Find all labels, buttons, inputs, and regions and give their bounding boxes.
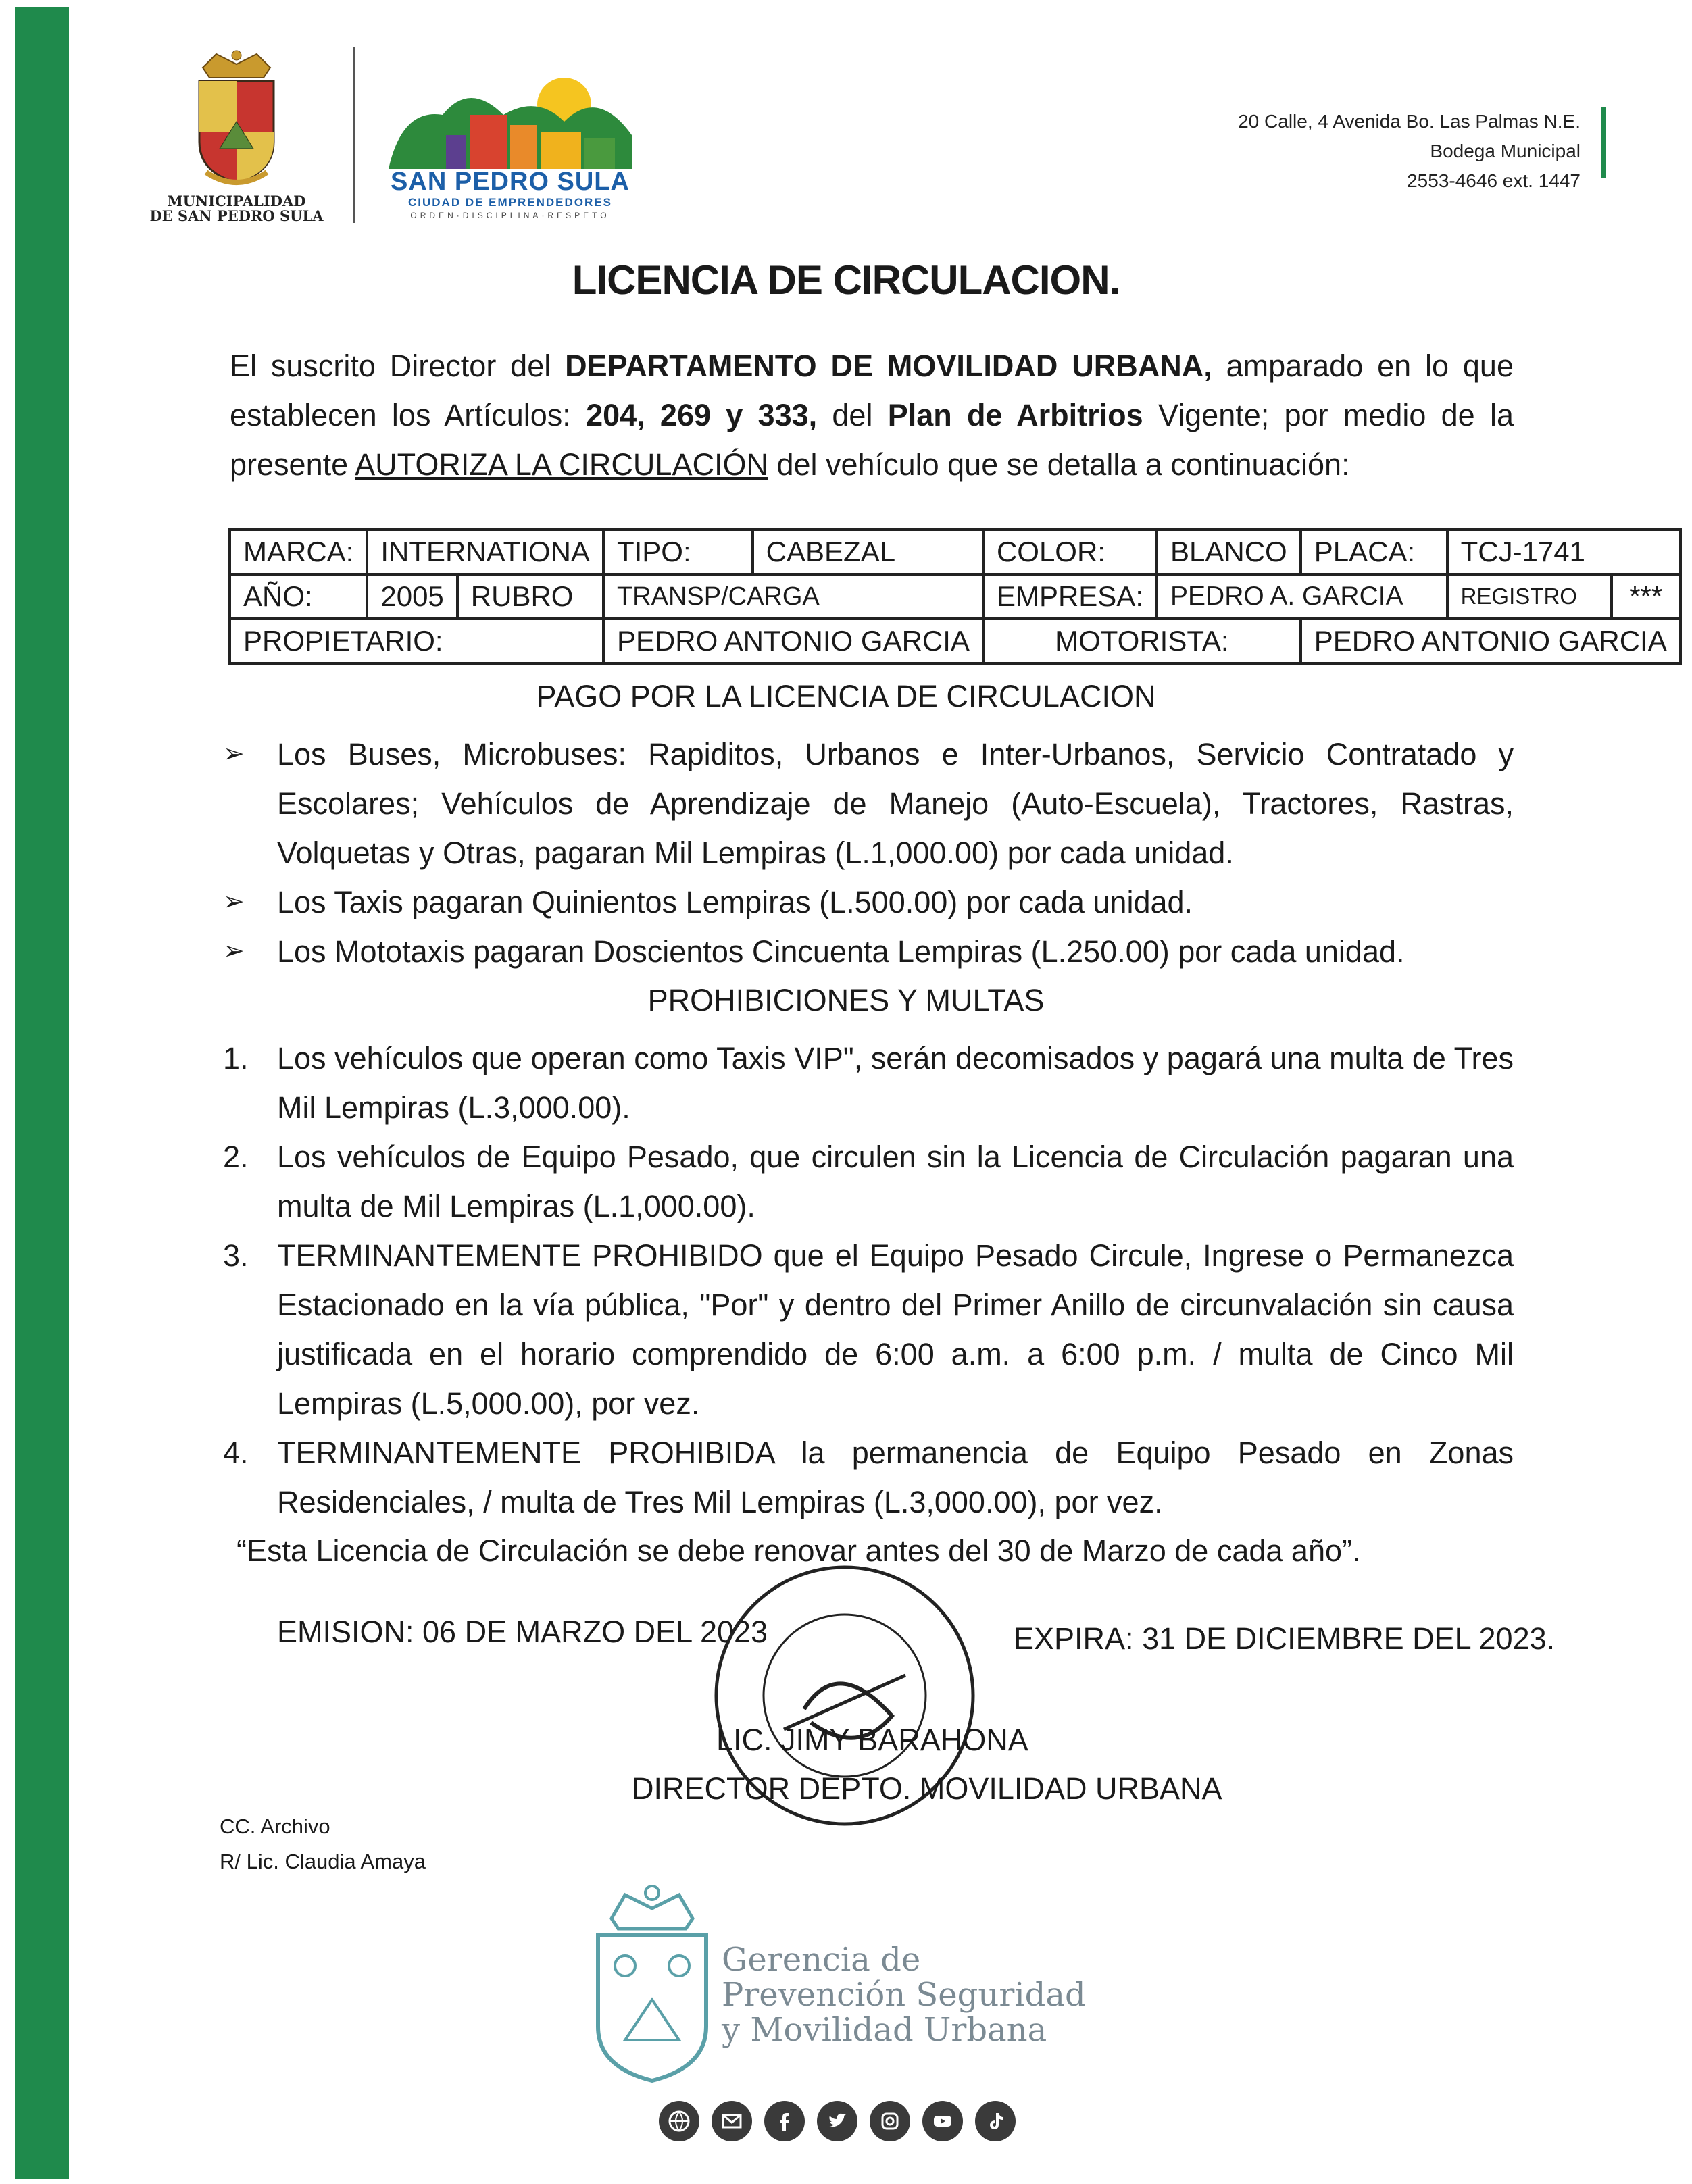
plan-arbitrios: Plan de Arbitrios bbox=[887, 398, 1143, 432]
marca-value: INTERNATIONA bbox=[367, 530, 603, 574]
table-row bbox=[230, 530, 1681, 574]
item-number: 2. bbox=[223, 1140, 249, 1174]
empresa-label: EMPRESA: bbox=[983, 574, 1157, 619]
intro-text: del vehículo que se detalla a continuación: bbox=[768, 447, 1350, 482]
arrow-bullet-icon: ➢ bbox=[223, 937, 245, 965]
item-number: 1. bbox=[223, 1041, 249, 1075]
pago-item-text: Los Mototaxis pagaran Doscientos Cincuenta Lempiras (L.250.00) por cada unidad. bbox=[277, 934, 1405, 969]
instagram-icon[interactable] bbox=[870, 2101, 910, 2141]
prohibiciones-heading: PROHIBICIONES Y MULTAS bbox=[647, 983, 1045, 1017]
anio-label: AÑO: bbox=[230, 574, 367, 619]
arrow-bullet-icon: ➢ bbox=[223, 888, 245, 916]
authorization-text: AUTORIZA LA CIRCULACIÓN bbox=[355, 447, 768, 482]
header-divider bbox=[353, 47, 355, 223]
prohibicion-text: TERMINANTEMENTE PROHIBIDA la permanencia de Equipo Pesado en Zonas Residenciales, / multa de Tres Mil Lempiras (L.3,000.00), por vez. bbox=[277, 1436, 1514, 1519]
muni-name-line2: DE SAN PEDRO SULA bbox=[149, 207, 324, 224]
left-green-border bbox=[15, 7, 69, 2179]
document-title: LICENCIA DE CIRCULACION. bbox=[572, 257, 1120, 303]
cc-block bbox=[220, 1809, 426, 1879]
address-line2: Bodega Municipal bbox=[1430, 141, 1581, 161]
city-motto: ORDEN·DISCIPLINA·RESPETO bbox=[410, 211, 610, 220]
municipality-name bbox=[142, 194, 331, 224]
signer-title: DIRECTOR DEPTO. MOVILIDAD URBANA bbox=[632, 1771, 1222, 1806]
city-subtitle: CIUDAD DE EMPRENDEDORES bbox=[408, 196, 612, 209]
prohibicion-text: TERMINANTEMENTE PROHIBIDO que el Equipo Pesado Circule, Ingrese o Permanezca Estacionado en la vía pública, "Por" y dentro del Primer Anillo de circunvalación sin causa justificada en el horario comprendido de 6:00 a.m. a 6:00 p.m. / multa de Cinco Mil Lempiras (L.5,000.00), por vez. bbox=[277, 1238, 1514, 1421]
cc-line1: CC. Archivo bbox=[220, 1814, 330, 1838]
marca-label: MARCA: bbox=[230, 530, 367, 574]
placa-value: TCJ-1741 bbox=[1447, 530, 1681, 574]
renewal-notice: “Esta Licencia de Circulación se debe renovar antes del 30 de Marzo de cada año”. bbox=[237, 1533, 1361, 1568]
municipality-crest-icon bbox=[182, 47, 291, 193]
tiktok-icon[interactable] bbox=[975, 2101, 1016, 2141]
youtube-icon[interactable] bbox=[922, 2101, 963, 2141]
intro-text: del bbox=[817, 398, 888, 432]
list-item bbox=[223, 1428, 1514, 1527]
signer-name: LIC. JIMY BARAHONA bbox=[716, 1723, 1028, 1757]
city-title: SAN PEDRO SULA bbox=[391, 168, 630, 196]
prohibicion-text: Los vehículos que operan como Taxis VIP", serán decomisados y pagará una multa de Tres Mil Lempiras (L.3,000.00). bbox=[277, 1041, 1514, 1125]
vehicle-table bbox=[228, 528, 1682, 665]
rubro-label: RUBRO bbox=[470, 580, 574, 612]
anio-value bbox=[367, 574, 603, 619]
address-line3: 2553-4646 ext. 1447 bbox=[1407, 170, 1581, 191]
address-line1: 20 Calle, 4 Avenida Bo. Las Palmas N.E. bbox=[1238, 111, 1581, 132]
list-item bbox=[223, 1231, 1514, 1428]
muni-name-line1: MUNICIPALIDAD bbox=[167, 193, 306, 209]
prohibiciones-list bbox=[223, 1034, 1514, 1527]
social-icons bbox=[659, 2101, 1016, 2141]
anio-value-text: 2005 bbox=[368, 576, 458, 617]
prohibicion-text: Los vehículos de Equipo Pesado, que circulen sin la Licencia de Circulación pagaran una multa de Mil Lempiras (L.1,000.00). bbox=[277, 1140, 1514, 1223]
color-value: BLANCO bbox=[1157, 530, 1301, 574]
item-number: 3. bbox=[223, 1238, 249, 1273]
list-item bbox=[223, 730, 1514, 878]
intro-paragraph bbox=[230, 341, 1514, 489]
email-icon[interactable] bbox=[712, 2101, 752, 2141]
cc-line2: R/ Lic. Claudia Amaya bbox=[220, 1850, 426, 1873]
item-number: 4. bbox=[223, 1436, 249, 1470]
motorista-value: PEDRO ANTONIO GARCIA bbox=[1301, 619, 1681, 663]
list-item bbox=[223, 1132, 1514, 1231]
list-item bbox=[223, 927, 1514, 976]
twitter-icon[interactable] bbox=[817, 2101, 857, 2141]
empresa-value: PEDRO A. GARCIA bbox=[1157, 574, 1447, 619]
list-item bbox=[223, 878, 1514, 927]
gerencia-name bbox=[722, 1942, 1086, 2048]
rubro-value: TRANSP/CARGA bbox=[603, 574, 983, 619]
expiry-date: EXPIRA: 31 DE DICIEMBRE DEL 2023. bbox=[1014, 1621, 1556, 1656]
gerencia-line3: y Movilidad Urbana bbox=[722, 2011, 1047, 2049]
color-label: COLOR: bbox=[983, 530, 1157, 574]
pago-heading: PAGO POR LA LICENCIA DE CIRCULACION bbox=[536, 679, 1156, 713]
table-row bbox=[230, 619, 1681, 663]
gerencia-line2: Prevención Seguridad bbox=[722, 1976, 1086, 2014]
motorista-label: MOTORISTA: bbox=[983, 619, 1301, 663]
san-pedro-sula-logo-icon bbox=[389, 68, 632, 169]
emission-date: EMISION: 06 DE MARZO DEL 2023 bbox=[277, 1615, 768, 1649]
pago-item-text: Los Buses, Microbuses: Rapiditos, Urbanos e Inter-Urbanos, Servicio Contratado y Escolares; Vehículos de Aprendizaje de Manejo (Auto-Escuela), Tractores, Rastras, Volquetas y Otras, pagaran Mil Lempiras (L.1,000.00) por cada unidad. bbox=[277, 737, 1514, 870]
registro-label: REGISTRO bbox=[1447, 574, 1612, 619]
propietario-label: PROPIETARIO: bbox=[230, 619, 603, 663]
globe-icon[interactable] bbox=[659, 2101, 699, 2141]
tipo-label: TIPO: bbox=[603, 530, 753, 574]
department-name: DEPARTAMENTO DE MOVILIDAD URBANA, bbox=[565, 349, 1212, 383]
propietario-value: PEDRO ANTONIO GARCIA bbox=[603, 619, 983, 663]
address-accent-bar bbox=[1601, 107, 1606, 178]
intro-text: Vigente; por medio de la presente bbox=[230, 398, 1514, 482]
pago-list bbox=[223, 730, 1514, 976]
placa-label: PLACA: bbox=[1301, 530, 1447, 574]
arrow-bullet-icon: ➢ bbox=[223, 740, 245, 768]
list-item bbox=[223, 1034, 1514, 1132]
intro-text: amparado en lo que establecen los Artículos: bbox=[230, 349, 1514, 432]
gerencia-crest-icon bbox=[584, 1878, 720, 2087]
table-row bbox=[230, 574, 1681, 619]
intro-text: El suscrito Director del bbox=[230, 349, 566, 383]
address-block bbox=[1238, 107, 1581, 196]
pago-item-text: Los Taxis pagaran Quinientos Lempiras (L.500.00) por cada unidad. bbox=[277, 885, 1193, 919]
registro-value: *** bbox=[1612, 574, 1681, 619]
facebook-icon[interactable] bbox=[764, 2101, 805, 2141]
articles: 204, 269 y 333, bbox=[586, 398, 818, 432]
tipo-value: CABEZAL bbox=[753, 530, 983, 574]
gerencia-line1: Gerencia de bbox=[722, 1941, 921, 1979]
